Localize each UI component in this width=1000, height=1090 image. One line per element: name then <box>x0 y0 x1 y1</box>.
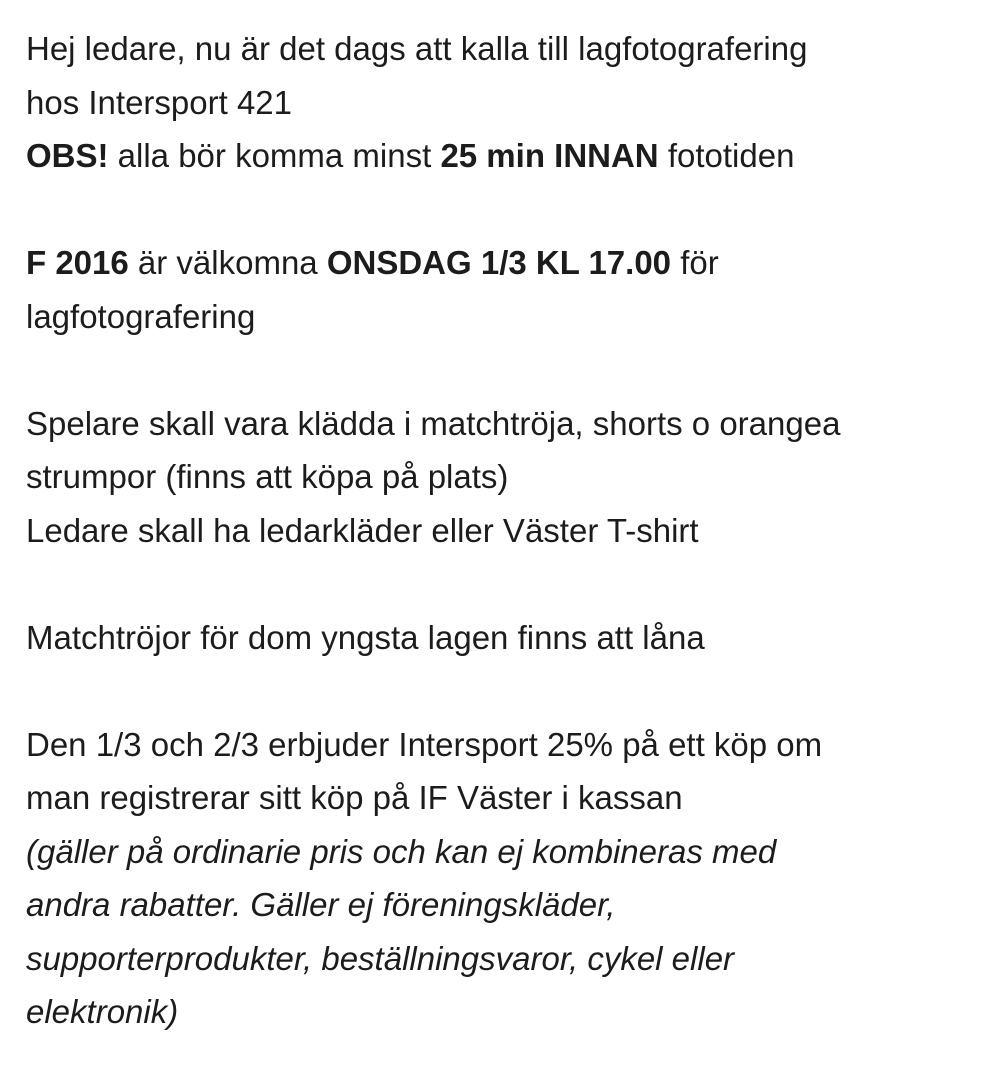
disclaimer-line: elektronik) <box>26 993 179 1030</box>
schedule-line: lagfotografering <box>26 297 256 335</box>
dress-code-line: Ledare skall ha ledarkläder eller Väster T-shirt <box>26 511 699 549</box>
offer-line: man registrerar sitt köp på IF Väster i kassan <box>26 779 683 816</box>
session-date: ONSDAG 1/3 KL 17.00 <box>326 244 672 281</box>
notice-line <box>26 129 986 183</box>
team-name: F 2016 <box>26 244 129 281</box>
intro-line: hos Intersport 421 <box>26 83 292 121</box>
disclaimer-line: supporterprodukter, beställningsvaror, cykel eller <box>26 939 735 977</box>
message-body <box>26 22 986 1039</box>
obs-label: OBS! <box>26 137 109 174</box>
notice-text: alla bör komma minst <box>108 137 441 174</box>
disclaimer-line: (gäller på ordinarie pris och kan ej kombineras med <box>26 832 777 870</box>
schedule-text: för <box>671 244 719 281</box>
jerseys-line: Matchtröjor för dom yngsta lagen finns att låna <box>26 618 705 656</box>
notice-text: fototiden <box>658 137 795 174</box>
dress-code-line: strumpor (finns att köpa på plats) <box>26 458 509 495</box>
schedule-line <box>26 236 986 290</box>
arrival-time: 25 min INNAN <box>440 137 659 174</box>
disclaimer-line: andra rabatter. Gäller ej föreningskläder, <box>26 886 616 923</box>
intro-line: Hej ledare, nu är det dags att kalla till lagfotografering <box>26 30 808 67</box>
dress-code-line: Spelare skall vara klädda i matchtröja, shorts o orangea <box>26 404 841 442</box>
offer-line: Den 1/3 och 2/3 erbjuder Intersport 25% på ett köp om <box>26 725 823 763</box>
schedule-text: är välkomna <box>128 244 327 281</box>
